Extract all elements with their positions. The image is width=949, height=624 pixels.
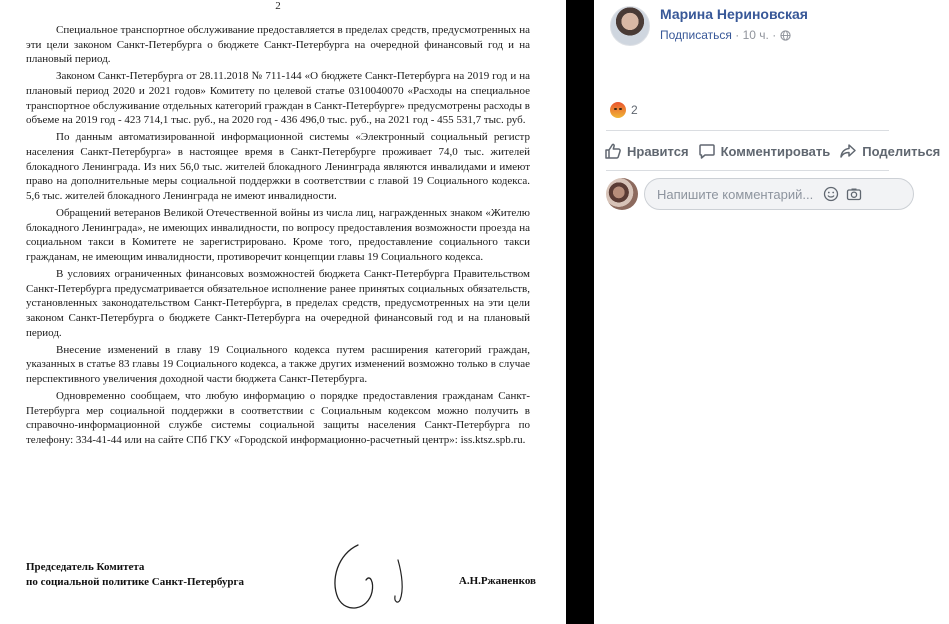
letter-paragraph: Одновременно сообщаем, что любую информацию о порядке предоставления гражданам Санкт-Петербурга мер социальной поддержки в соответствии с Социальным кодексом можно получить в справочно-информационной службе системы социальной защиты населения Санкт-Петербурга по телефону: 334-41-44 или на сайте СПб ГКУ «Городской информационно-расчетный центр»: iss.ktsz.spb.ru. (26, 390, 530, 447)
signoff-block (26, 560, 536, 600)
like-button[interactable] (604, 142, 689, 160)
share-arrow-icon (839, 142, 857, 160)
post-time[interactable]: 10 ч. (742, 28, 769, 42)
letter-paragraph: Обращений ветеранов Великой Отечественной войны из числа лиц, награжденных знаком «Жителю блокадного Ленинграда», не имеющих инвалидности, по вопросу предоставления возможности проезда на социальном такси в Комитете не зарегистрировано. Кроме того, предоставление социального такси гражданам, не имеющим инвалидности, противоречит концепции главы 19 Социального кодекса. (26, 207, 530, 264)
camera-icon[interactable] (846, 186, 862, 202)
author-name[interactable]: Марина Нериновская (660, 6, 808, 22)
share-label: Поделиться (862, 143, 941, 159)
share-button[interactable] (839, 142, 940, 160)
signoff-line: по социальной политике Санкт-Петербурга (26, 576, 245, 588)
comment-label: Комментировать (720, 143, 831, 159)
signatory-name: А.Н.Ржаненков (458, 575, 536, 587)
signatory-position (26, 560, 244, 590)
author-avatar[interactable] (610, 6, 650, 46)
letter-paragraph: Внесение изменений в главу 19 Социального кодекса путем расширения категорий граждан, указанных в статье 83 главы 19 Социального кодекса, а также других изменений возможно только в случае перспективного увеличения доходной части бюджета Санкт-Петербурга. (26, 343, 530, 386)
letter-paragraph: Законом Санкт-Петербурга от 28.11.2018 № 711-144 «О бюджете Санкт-Петербурга на 2019 год и на плановый период 2020 и 2021 годов» Комитету по целевой статье 0310040070 «Расходы на специальное транспортное обслуживание отдельных категорий граждан в Санкт-Петербурге» предусмотрены расходы в объеме на 2019 год - 423 714,1 тыс. руб., на 2020 год - 436 496,0 тыс. руб., на 2021 год - 455 531,7 тыс. руб. (26, 70, 530, 127)
comment-icon (698, 142, 716, 160)
globe-icon (780, 30, 791, 41)
post-side-panel (594, 0, 941, 624)
divider (606, 130, 889, 131)
signoff-line: Председатель Комитета (26, 561, 145, 573)
thumbs-up-icon (604, 142, 622, 160)
reaction-summary[interactable] (610, 101, 638, 119)
comment-button[interactable] (698, 142, 831, 160)
page-number: 2 (275, 0, 281, 12)
letter-body (26, 23, 530, 450)
meta-separator: · (731, 28, 743, 42)
emoji-icon[interactable] (823, 186, 839, 202)
letter-paragraph: Специальное транспортное обслуживание предоставляется в пределах средств, предусмотренных на эти цели законом Санкт-Петербурга о бюджете Санкт-Петербурга на очередной финансовый год и на плановый период. (26, 24, 530, 66)
letter-paragraph: По данным автоматизированной информационной системы «Электронный социальный регистр населения Санкт-Петербурга» в настоящее время в Санкт-Петербурге проживает 74,0 тыс. жителей блокадного Ленинграда. Из них 56,0 тыс. жителей блокадного Ленинграда являются инвалидами и имеют право на дополнительные меры социальной поддержки в соответствии с главой 19 Социального кодекса. 5,6 тыс. жителей блокадного Ленинграда не имеют инвалидности. (26, 131, 530, 203)
meta-separator: · (768, 28, 780, 42)
divider (606, 170, 889, 171)
follow-link[interactable]: Подписаться (660, 28, 732, 42)
reaction-count: 2 (631, 103, 638, 117)
current-user-avatar (606, 178, 638, 210)
viewer-gap (566, 0, 594, 624)
comment-tools (823, 186, 869, 202)
comment-input[interactable] (644, 178, 914, 210)
comment-placeholder: Напишите комментарий... (657, 186, 814, 202)
post-meta (660, 28, 791, 42)
letter-paragraph: В условиях ограниченных финансовых возможностей бюджета Санкт-Петербурга Правительством Санкт-Петербурга предусматривается обязательное исполнение ранее принятых социальных обязательств, установленных законодательством Санкт-Петербурга, в пределах средств, предусмотренных на эти цели законом Санкт-Петербурга о бюджете Санкт-Петербурга на очередной финансовый год и на плановый период. (26, 268, 530, 339)
like-label: Нравится (627, 143, 689, 159)
post-actions (604, 138, 949, 164)
angry-reaction-icon (610, 102, 626, 118)
